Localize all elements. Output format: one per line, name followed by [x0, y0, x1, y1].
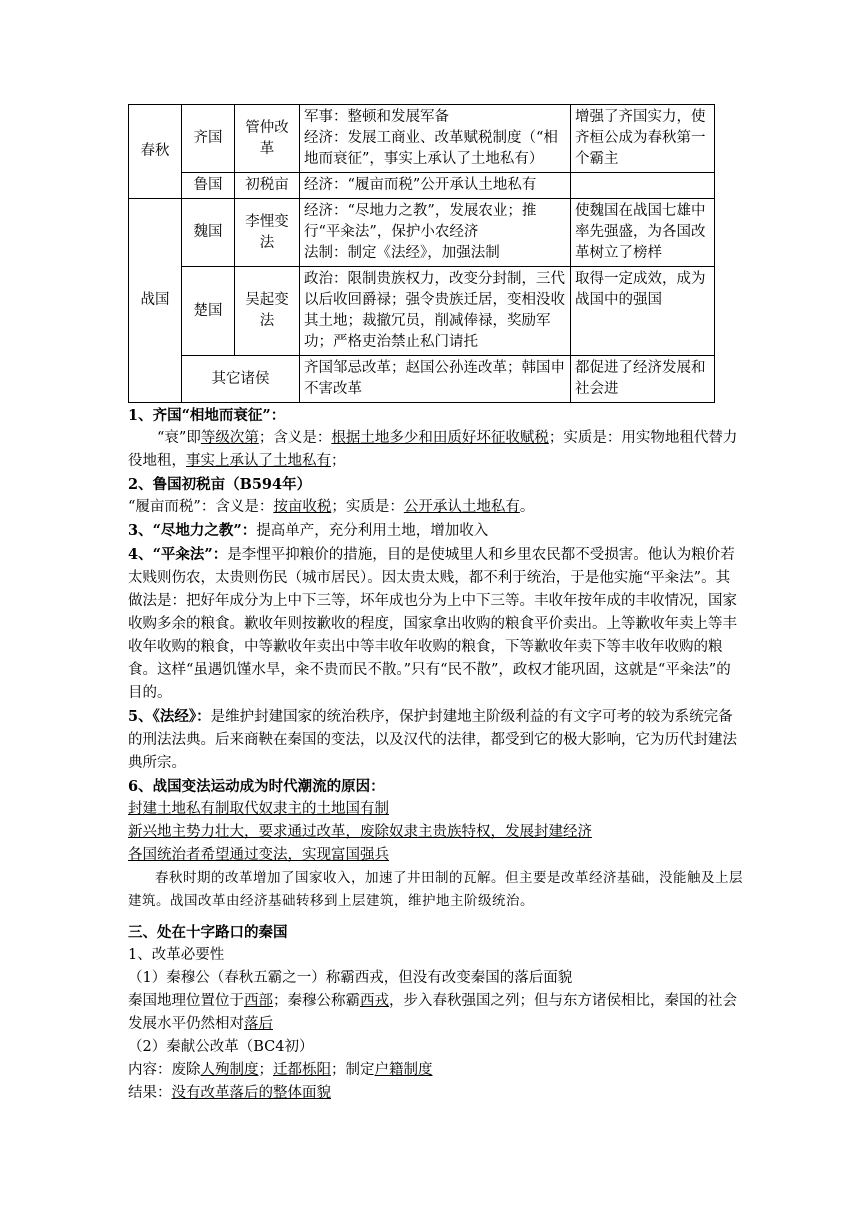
underlined-text: 西部 [244, 993, 273, 1009]
note-heading: 6、战国变法运动成为时代潮流的原因： [128, 778, 385, 795]
state-cell: 其它诸侯 [182, 356, 300, 403]
text-run: ；制定 [331, 1062, 375, 1078]
content-cell: 政治：限制贵族权力，改变分封制，三代以后收回爵禄；强令贵族迁居，变相没收其土地；裁撤冗员，削减俸禄，奖励军功；严格吏治禁止私门请托 [300, 267, 571, 356]
underlined-text: 落后 [244, 1016, 273, 1032]
text-run: ；含义是： [258, 430, 332, 446]
period-cell: 战国 [129, 199, 182, 403]
underlined-text: 户籍制度 [374, 1062, 433, 1078]
text-run: 是维护封建国家的统治秩序，保护封建地主阶级利益的有文字可考的较为系统完备的刑法法典。后来商鞅在秦国的变法，以及汉代的法律，都受到它的极大影响，它为历代封建法典所宗。 [128, 709, 737, 771]
content-cell: 齐国邹忌改革；赵国公孙连改革；韩国申不害改革 [300, 356, 571, 403]
content-cell: 经济：“履亩而税”公开承认土地私有 [300, 173, 571, 199]
text-run: 内容：废除 [128, 1062, 201, 1078]
note-paragraph: （1）秦穆公（春秋五霸之一）称霸西戎，但没有改变秦国的落后面貌 [128, 970, 573, 986]
note-heading: 1、齐国“相地而衰征”： [128, 407, 286, 424]
table-row [129, 356, 715, 403]
text-run: 。 [519, 499, 535, 515]
text-run: ； [331, 453, 346, 469]
text-run: 是李悝平抑粮价的措施，目的是使城里人和乡里农民都不受损害。他认为粮价若太贱则伤农，太贵则伤民（城市居民）。因太贵太贱，都不利于统治，于是他实施“平籴法”。其做法是：把好年成分为上中下三等，坏年成也分为上中下三等。丰收年按年成的丰收情况，国家收购多余的粮食。歉收年则按歉收的程度，国家拿出收购的粮食平价卖出。上等歉收年卖上等丰收年收购的粮食，中等歉收年卖出中等丰收年收购的粮食，下等歉收年卖下等丰收年收购的粮食。这样“虽遇饥馑水旱，籴不贵而民不散。”只有“民不散”，政权才能巩固，这就是“平籴法”的目的。 [128, 547, 737, 701]
table-row [129, 173, 715, 199]
content-line: 法制：制定《法经》，加强法制 [304, 245, 500, 261]
note-paragraph [128, 496, 744, 519]
section-title: 三、处在十字路口的秦国 [128, 924, 288, 941]
underlined-text: 按亩收税 [273, 499, 332, 515]
text-run: ；实质是：用实物地租代替力役地租， [128, 430, 738, 469]
text-run: 结果： [128, 1085, 172, 1101]
underlined-text: 公开承认土地私有 [403, 499, 520, 515]
reason-item: 各国统治者希望通过变法，实现富国强兵 [128, 847, 389, 863]
text-run: “衰”即 [157, 430, 201, 446]
content-line: 经济：“尽地力之教”，发展农业；推行“平籴法”，保护小农经济 [304, 203, 537, 240]
text-run: ； [258, 1062, 273, 1078]
text-run: “履亩而税”：含义是： [128, 499, 274, 515]
content-line: 经济：发展工商业、改革赋税制度（“相地而衰征”，事实上承认了土地私有） [304, 130, 558, 167]
underlined-text: 迁都栎阳 [273, 1062, 331, 1078]
table-row [129, 267, 715, 356]
note-paragraph [128, 427, 744, 473]
underlined-text: 没有改革落后的整体面貌 [171, 1085, 331, 1101]
content-cell [300, 105, 571, 173]
state-cell: 鲁国 [182, 173, 235, 199]
underlined-text: 根据土地多少和田质好坏征收赋税 [331, 430, 549, 446]
note-paragraph [128, 519, 744, 543]
text-run: ；实质是： [331, 499, 404, 515]
note-heading: 2、鲁国初税亩（B594年） [128, 476, 312, 493]
notes-section [128, 404, 744, 913]
effect-cell: 取得一定成效，成为战国中的强国 [571, 267, 715, 356]
reason-item: 封建土地私有制取代奴隶主的土地国有制 [128, 801, 389, 817]
period-cell: 春秋 [129, 105, 182, 199]
text-run: 提高单产，充分利用土地，增加收入 [256, 523, 489, 539]
reform-cell: 李悝变法 [235, 199, 300, 267]
underlined-text: 人殉制度 [200, 1062, 259, 1078]
table-row [129, 199, 715, 267]
summary-paragraph: 春秋时期的改革增加了国家收入，加速了井田制的瓦解。但主要是改革经济基础，没能触及上层建筑。战国改革由经济基础转移到上层建筑，维护地主阶级统治。 [128, 870, 743, 909]
table-row [129, 105, 715, 173]
underlined-text: 西戎 [360, 993, 389, 1009]
underlined-text: 事实上承认了土地私有 [186, 453, 331, 469]
note-paragraph [128, 990, 744, 1036]
reform-cell: 初税亩 [235, 173, 300, 199]
subsection-title: 1、改革必要性 [128, 947, 225, 963]
underlined-text: 等级次第 [200, 430, 259, 446]
content-line: 军事：整顿和发展军备 [304, 109, 449, 125]
text-run: ，步入春秋强国之列；但与东方诸侯相比，秦国的社会发展水平仍然相对 [128, 993, 737, 1032]
note-heading: 3、“尽地力之教”： [128, 522, 257, 539]
note-paragraph [128, 543, 744, 705]
text-run: ；秦穆公称霸 [273, 993, 360, 1009]
text-run: 秦国地理位置位于 [128, 993, 244, 1009]
note-heading: 4、“平籴法”： [128, 546, 228, 563]
note-paragraph: （2）秦献公改革（BC4初） [128, 1039, 314, 1055]
note-paragraph [128, 705, 744, 775]
effect-cell [571, 173, 715, 199]
state-cell: 楚国 [182, 267, 235, 356]
reason-item: 新兴地主势力壮大，要求通过改革，废除奴隶主贵族特权，发展封建经济 [128, 824, 592, 840]
reform-cell: 吴起变法 [235, 267, 300, 356]
state-cell: 齐国 [182, 105, 235, 173]
effect-cell: 都促进了经济发展和社会进 [571, 356, 715, 403]
qin-section [128, 921, 744, 1105]
note-paragraph [128, 1059, 744, 1082]
state-cell: 魏国 [182, 199, 235, 267]
reform-cell: 管仲改革 [235, 105, 300, 173]
note-heading: 5、《法经》： [128, 708, 211, 725]
reform-table [128, 104, 715, 403]
effect-cell: 使魏国在战国七雄中率先强盛，为各国改革树立了榜样 [571, 199, 715, 267]
content-cell [300, 199, 571, 267]
effect-cell: 增强了齐国实力，使齐桓公成为春秋第一个霸主 [571, 105, 715, 173]
note-paragraph [128, 1082, 744, 1105]
